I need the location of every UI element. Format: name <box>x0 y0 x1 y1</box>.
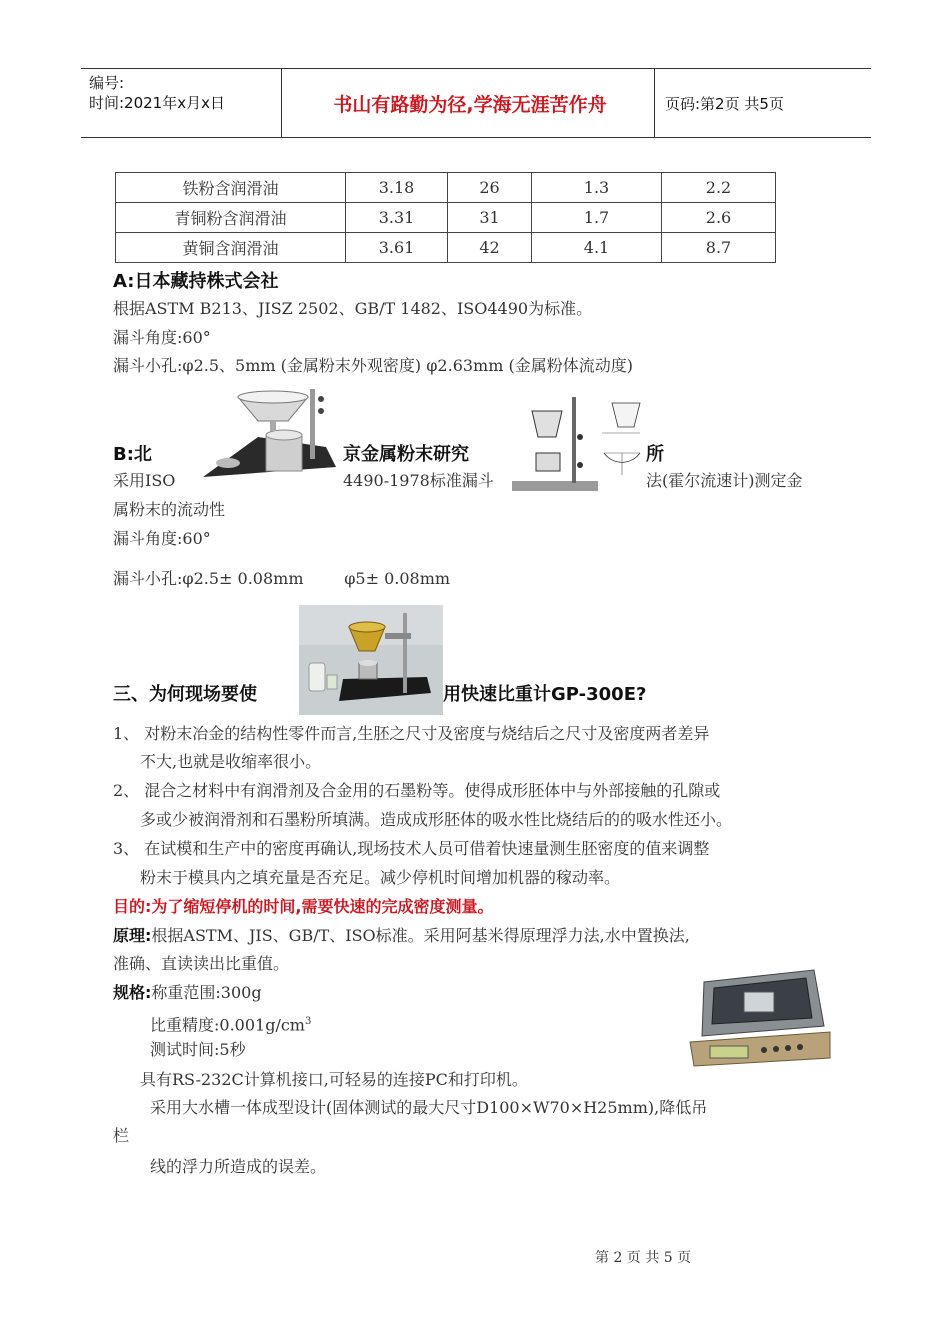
section-b-title-3: 所 <box>646 444 664 465</box>
principle-line1 <box>113 925 690 947</box>
spec-rs232: 具有RS-232C计算机接口,可轻易的连接PC和打印机。 <box>140 1070 528 1089</box>
header-divider <box>281 69 282 137</box>
spec-label: 规格: <box>113 983 152 1002</box>
spec-tank: 采用大水槽一体成型设计(固体测试的最大尺寸D100×W70×H25mm),降低吊 <box>150 1098 708 1117</box>
section-a-line3: 漏斗小孔:φ2.5、5mm (金属粉末外观密度) φ2.63mm (金属粉体流动度) <box>113 356 633 375</box>
table-cell: 8.7 <box>662 233 776 263</box>
purpose-statement: 目的:为了缩短停机的时间,需要快速的完成密度测量。 <box>113 897 494 916</box>
table-cell: 铁粉含润滑油 <box>116 173 346 203</box>
header-page-info: 页码:第2页 共5页 <box>665 94 784 113</box>
table-cell: 4.1 <box>532 233 662 263</box>
table-cell: 31 <box>448 203 532 233</box>
section-3-title-2: 用快速比重计GP-300E? <box>443 684 647 705</box>
section-b-line4: 漏斗小孔:φ2.5± 0.08mm φ5± 0.08mm <box>113 569 451 588</box>
table-cell: 42 <box>448 233 532 263</box>
spec-tank-cont: 栏 <box>113 1126 130 1145</box>
section-3-title-1: 三、为何现场要使 <box>113 684 257 705</box>
table-cell: 黄铜含润滑油 <box>116 233 346 263</box>
section-a-line1: 根据ASTM B213、JISZ 2502、GB/T 1482、ISO4490为标准。 <box>113 299 593 318</box>
spec-range-line <box>113 982 262 1004</box>
page-header <box>81 68 871 138</box>
item-1-line1: 1、 对粉末冶金的结构性零件而言,生胚之尺寸及密度与烧结后之尺寸及密度两者差异 <box>113 724 710 743</box>
section-b-line3: 漏斗角度:60° <box>113 529 211 548</box>
item-3-line1: 3、 在试模和生产中的密度再确认,现场技术人员可借着快速量测生胚密度的值来调整 <box>113 839 710 858</box>
data-table <box>115 172 776 263</box>
table-cell: 2.6 <box>662 203 776 233</box>
spec-precision-sup: 3 <box>304 1016 312 1027</box>
table-cell: 1.7 <box>532 203 662 233</box>
spec-precision: 比重精度:0.001g/cm <box>150 1015 305 1035</box>
table-cell: 3.31 <box>346 203 448 233</box>
principle-label: 原理: <box>113 926 152 945</box>
section-a-title: A:日本藏持株式会社 <box>113 271 279 292</box>
spec-range: 称重范围:300g <box>151 983 262 1002</box>
item-1-line2: 不大,也就是收缩率很小。 <box>140 752 322 771</box>
item-3-line2: 粉末于模具内之填充量是否充足。减少停机时间增加机器的稼动率。 <box>140 868 621 887</box>
section-b-title-2: 京金属粉末研究 <box>343 444 469 465</box>
densimeter-device-photo <box>684 962 836 1072</box>
table-cell: 3.61 <box>346 233 448 263</box>
table-cell: 2.2 <box>662 173 776 203</box>
spec-time: 测试时间:5秒 <box>150 1040 246 1059</box>
table-cell: 1.3 <box>532 173 662 203</box>
section-b-title-1: B:北 <box>113 444 152 465</box>
header-number: 编号: <box>89 74 125 92</box>
principle-line2: 准确、直读读出比重值。 <box>113 954 290 973</box>
table-cell: 26 <box>448 173 532 203</box>
header-motto: 书山有路勤为径,学海无涯苦作舟 <box>333 93 607 116</box>
page-footer: 第 2 页 共 5 页 <box>595 1250 692 1266</box>
spec-precision-line <box>150 1011 311 1036</box>
spec-tank-end: 线的浮力所造成的误差。 <box>150 1157 327 1176</box>
section-b-line1-part2: 4490-1978标准漏斗 <box>343 471 494 490</box>
header-time: 时间:2021年x月x日 <box>89 94 225 112</box>
table-cell: 青铜粉含润滑油 <box>116 203 346 233</box>
principle-text: 根据ASTM、JIS、GB/T、ISO标准。采用阿基米得原理浮力法,水中置换法, <box>151 926 690 945</box>
section-a-line2: 漏斗角度:60° <box>113 328 211 347</box>
header-meta <box>89 73 225 113</box>
funnel-apparatus-photo <box>198 385 340 487</box>
table-cell: 3.18 <box>346 173 448 203</box>
brass-funnel-photo <box>299 605 443 715</box>
section-b-line2: 属粉末的流动性 <box>113 500 226 519</box>
section-b-line1-part1: 采用ISO <box>113 471 176 490</box>
funnel-technical-drawing <box>512 393 648 495</box>
table-row <box>116 173 776 203</box>
table-row <box>116 203 776 233</box>
section-b-line1-part3: 法(霍尔流速计)测定金 <box>646 471 803 490</box>
table-row <box>116 233 776 263</box>
item-2-line1: 2、 混合之材料中有润滑剂及合金用的石墨粉等。使得成形胚体中与外部接触的孔隙或 <box>113 781 721 800</box>
item-2-line2: 多或少被润滑剂和石墨粉所填满。造成成形胚体的吸水性比烧结后的的吸水性还小。 <box>140 810 733 829</box>
